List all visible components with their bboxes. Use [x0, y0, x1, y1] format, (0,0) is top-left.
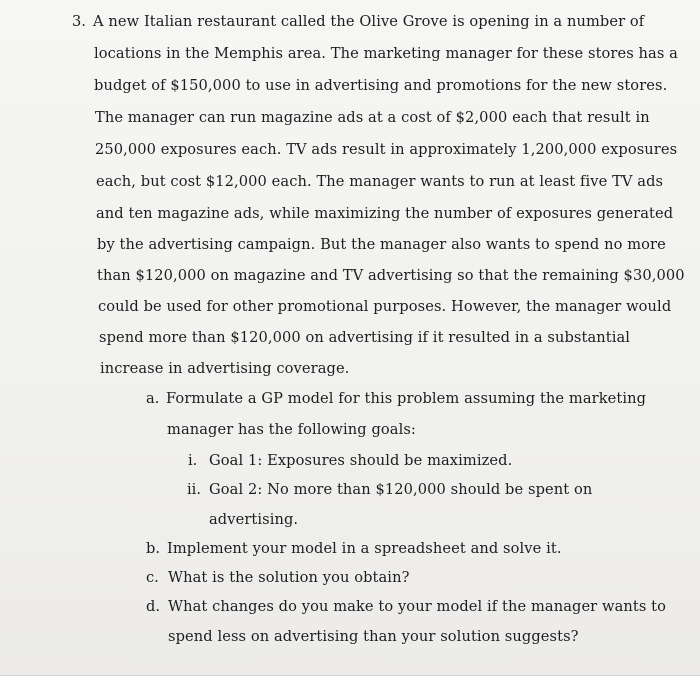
- problem-line: spend more than $120,000 on advertising if it resulted in a substantial: [99, 329, 631, 346]
- goal-2-line: Goal 2: No more than $120,000 should be spent on: [209, 481, 593, 498]
- part-a-line: manager has the following goals:: [167, 421, 416, 438]
- goal-1-line: Goal 1: Exposures should be maximized.: [209, 452, 513, 469]
- goal-2-line: advertising.: [209, 511, 299, 528]
- problem-line: increase in advertising coverage.: [100, 360, 350, 377]
- part-d-line: What changes do you make to your model if the manager wants to: [168, 598, 667, 615]
- problem-number: 3.: [72, 13, 86, 30]
- part-b-line: Implement your model in a spreadsheet and solve it.: [167, 540, 562, 557]
- part-d-line: spend less on advertising than your solution suggests?: [168, 628, 579, 645]
- part-a-line: Formulate a GP model for this problem assuming the marketing: [166, 390, 647, 407]
- part-a-marker: a.: [146, 390, 160, 407]
- problem-line: and ten magazine ads, while maximizing the number of exposures generated: [96, 205, 674, 222]
- part-b-marker: b.: [146, 540, 160, 557]
- problem-line: 250,000 exposures each. TV ads result in approximately 1,200,000 exposures: [95, 141, 678, 158]
- problem-line: The manager can run magazine ads at a cost of $2,000 each that result in: [95, 109, 650, 126]
- problem-line: A new Italian restaurant called the Olive Grove is opening in a number of: [93, 13, 645, 30]
- goal-1-marker: i.: [188, 452, 198, 469]
- problem-line: budget of $150,000 to use in advertising and promotions for the new stores.: [94, 77, 668, 94]
- problem-line: than $120,000 on magazine and TV advertising so that the remaining $30,000: [97, 267, 685, 284]
- problem-line: each, but cost $12,000 each. The manager wants to run at least five TV ads: [96, 173, 664, 190]
- problem-line: by the advertising campaign. But the manager also wants to spend no more: [97, 236, 666, 253]
- problem-line: locations in the Memphis area. The marketing manager for these stores has a: [94, 45, 678, 62]
- part-c-line: What is the solution you obtain?: [168, 569, 410, 586]
- part-d-marker: d.: [146, 598, 160, 615]
- problem-line: could be used for other promotional purposes. However, the manager would: [98, 298, 672, 315]
- part-c-marker: c.: [146, 569, 159, 586]
- goal-2-marker: ii.: [187, 481, 201, 498]
